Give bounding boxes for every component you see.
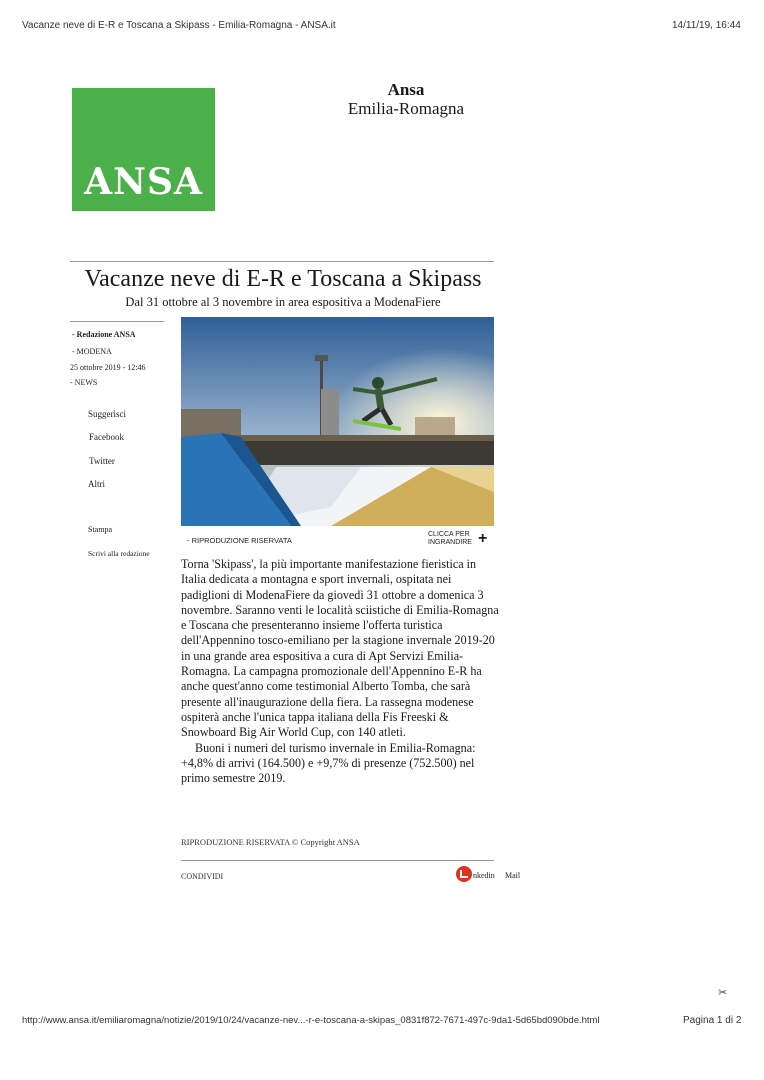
condividi-label: CONDIVIDI [181,872,224,881]
print-header-title: Vacanze neve di E-R e Toscana a Skipass - Emilia-Romagna - ANSA.it [22,20,336,31]
share-facebook[interactable]: Facebook [89,432,124,442]
print-footer-page: Pagina 1 di 2 [683,1015,742,1026]
share-scrivi-redazione[interactable]: Scrivi alla redazione [88,549,150,558]
article-headline: Vacanze neve di E-R e Toscana a Skipass [84,266,482,292]
snowboard-photo-illustration [181,317,494,526]
site-name: Ansa [387,80,425,99]
meta-divider [70,321,164,322]
article-subheadline: Dal 31 ottobre al 3 novembre in area espositiva a ModenaFiere [125,295,441,309]
article-category[interactable]: - NEWS [70,378,98,387]
article-author: - Redazione ANSA [72,330,136,339]
image-caption: - RIPRODUZIONE RISERVATA [187,536,292,545]
mail-link[interactable]: Mail [505,871,521,880]
site-region: Emilia-Romagna [347,99,465,118]
share-stampa[interactable]: Stampa [88,525,112,534]
share-altri[interactable]: Altri [88,479,105,489]
article-photo[interactable] [181,317,494,526]
share-twitter[interactable]: Twitter [89,456,115,466]
enlarge-label-line1: CLICCA PER [428,531,470,538]
article-location: - MODENA [72,347,112,356]
ansa-logo[interactable] [72,88,215,211]
ansa-logo-text: ANSA [84,161,203,203]
copyright-notice: RIPRODUZIONE RISERVATA © Copyright ANSA [181,837,360,847]
enlarge-label-line2: INGRANDIRE [428,539,472,546]
linkedin-link[interactable]: nkedin [473,871,495,880]
enlarge-link[interactable] [428,531,472,547]
top-divider [70,261,494,262]
print-footer-url: http://www.ansa.it/emiliaromagna/notizie/2019/10/24/vacanze-nev...-r-e-toscana-a-skipas_0831f872-7671-497c-9da1-5d65bd090bde.html [22,1015,600,1026]
scissors-icon: ✂ [718,987,728,999]
share-suggerisci[interactable]: Suggerisci [88,409,126,419]
print-header-datetime: 14/11/19, 16:44 [672,20,741,31]
article-paragraph-1: Torna 'Skipass', la più importante manifestazione fieristica in Italia dedicata a montagna e sport invernali, ospitata nei padiglioni di ModenaFiere da giovedì 31 ottobre a domenica 3 novembre. Saranno venti le località sciistiche di Emilia-Romagna e Toscana che presenteranno insieme l'offerta turistica dell'Appennino tosco-emiliano per la stagione invernale 2019-20 in una grande area espositiva a cura di Apt Servizi Emilia-Romagna. La campagna promozionale dell'Appennino E-R ha anche quest'anno come testimonial Alberto Tomba, che sarà presente all'inaugurazione della fiera. La rassegna modenese ospiterà anche l'unica tappa italiana della Fis Freeski & Snowboard Big Air World Cup, con 140 atleti. [181,557,499,740]
linkedin-icon[interactable] [456,866,472,882]
article-body [181,557,499,786]
article-paragraph-2: Buoni i numeri del turismo invernale in Emilia-Romagna: +4,8% di arrivi (164.500) e +9,7% di presenze (752.500) nel primo semestre 2019. [181,740,476,786]
article-date: 25 ottobre 2019 - 12:46 [70,363,146,372]
bottom-divider [181,860,494,861]
enlarge-plus-icon[interactable]: + [478,530,488,547]
